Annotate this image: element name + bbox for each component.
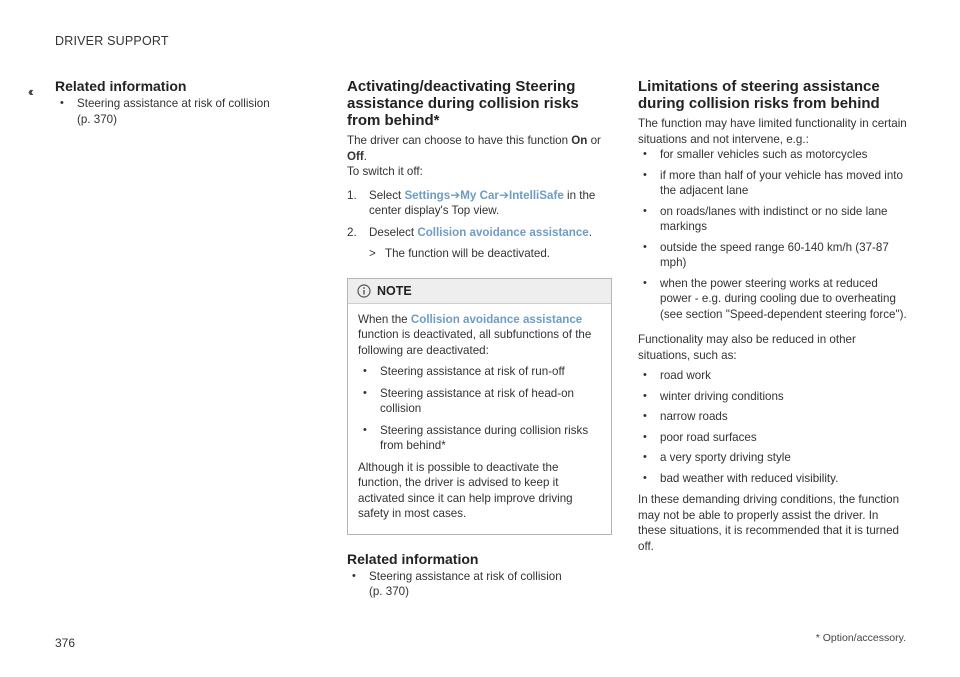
note-header: [348, 279, 611, 304]
column-related-info: [55, 78, 295, 127]
switch-off-text: To switch it off:: [347, 165, 423, 178]
note-lead: When the Collision avoidance assistance function is deactivated, all subfunctions of the following are deactivated:: [358, 312, 592, 357]
footnote: * Option/accessory.: [815, 632, 906, 644]
reduced-functionality-text: Functionality may also be reduced in other situations, such as:: [638, 333, 856, 362]
related-info-heading-2: Related information: [347, 550, 479, 567]
condition-item: • bad weather with reduced visibility.: [638, 471, 908, 487]
note-item: • Steering assistance at risk of head-on collision: [358, 386, 601, 417]
section-header: DRIVER SUPPORT: [55, 34, 169, 48]
note-closing: Although it is possible to deactivate the function, the driver is advised to keep it activated since it can help improve driving safety in most cases.: [358, 460, 573, 520]
limitations-closing: In these demanding driving conditions, the function may not be able to properly assist the driver. In these situations, it is recommended that it is turned off.: [638, 493, 900, 553]
info-icon: [357, 284, 371, 298]
related-info-list: [55, 96, 295, 127]
limitation-item: • if more than half of your vehicle has moved into the adjacent lane: [638, 168, 908, 199]
back-chevron-icon[interactable]: ‹‹: [28, 84, 31, 99]
conditions-list: [638, 368, 908, 486]
condition-item: • road work: [638, 368, 908, 384]
condition-item: • a very sporty driving style: [638, 450, 908, 466]
steps-list: [347, 188, 612, 241]
limitations-list: [638, 147, 908, 322]
arrow-right-icon: ➔: [450, 187, 461, 202]
note-item: • Steering assistance at risk of run-off: [358, 364, 601, 380]
menu-intellisafe: IntelliSafe: [509, 188, 564, 202]
related-info-list-2: [347, 569, 612, 600]
note-title: NOTE: [377, 283, 412, 298]
note-item: • Steering assistance during collision risks from behind*: [358, 423, 601, 454]
limitations-intro: The function may have limited functionality in certain situations and not intervene, e.g.:: [638, 117, 907, 146]
menu-collision-avoidance: Collision avoidance assistance: [417, 225, 589, 239]
condition-item: • narrow roads: [638, 409, 908, 425]
limitation-item: • for smaller vehicles such as motorcycles: [638, 147, 908, 163]
menu-settings: Settings: [404, 188, 451, 202]
limitation-item: • on roads/lanes with indistinct or no side lane markings: [638, 204, 908, 235]
related-link[interactable]: • Steering assistance at risk of collision (p. 370): [347, 569, 612, 600]
page-number: 376: [55, 636, 76, 650]
limitations-title: Limitations of steering assistance during collision risks from behind: [638, 78, 880, 112]
menu-my-car: My Car: [460, 188, 499, 202]
activating-intro: The driver can choose to have this function On or Off.: [347, 134, 601, 163]
column-limitations: [638, 78, 908, 554]
related-info-heading: Related information: [55, 78, 187, 94]
step-result: > The function will be deactivated.: [369, 247, 550, 260]
note-box: [347, 278, 612, 535]
related-link[interactable]: • Steering assistance at risk of collision (p. 370): [55, 96, 295, 127]
condition-item: • poor road surfaces: [638, 430, 908, 446]
limitation-item: • outside the speed range 60-140 km/h (37-87 mph): [638, 240, 908, 271]
activating-title: Activating/deactivating Steering assistance during collision risks from behind*: [347, 78, 579, 129]
step-1: 1. Select Settings➔My Car➔IntelliSafe in the center display's Top view.: [347, 187, 596, 217]
limitation-item: • when the power steering works at reduced power - e.g. during cooling due to overheating (see section "Speed-dependent steering force").: [638, 276, 908, 323]
arrow-right-icon: ➔: [498, 187, 509, 202]
condition-item: • winter driving conditions: [638, 389, 908, 405]
step-2: 2. Deselect Collision avoidance assistance.: [347, 225, 592, 239]
note-list: [358, 364, 601, 454]
column-activating: [347, 78, 612, 600]
